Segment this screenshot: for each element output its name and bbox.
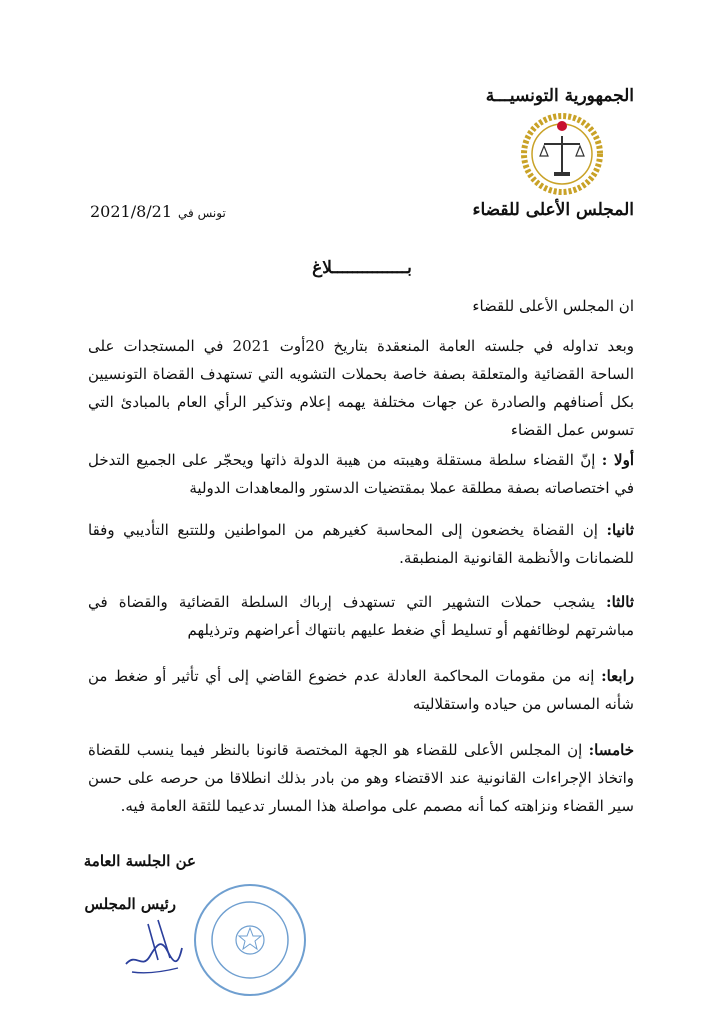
paragraph [88,516,634,572]
paragraph-lead: خامسا: [588,741,634,759]
paragraph [88,446,634,502]
paragraph-text: إنه من مقومات المحاكمة العادلة عدم خضوع القاضي إلى أي تأثير أو ضغط من شأنه المساس من حياده واستقلاليته [88,667,634,713]
paragraph-lead: رابعا: [601,667,634,685]
intro-line: ان المجلس الأعلى للقضاء [472,297,634,315]
paragraph-lead: ثالثا: [606,593,634,611]
paragraph-lead: ثانيا: [606,521,634,539]
council-heading: المجلس الأعلى للقضاء [472,200,634,220]
paragraph [88,736,634,820]
document-title: بـــــــــــــــلاغ [312,258,412,278]
date-value: 2021/8/21 [90,202,173,221]
paragraph-text: يشجب حملات التشهير التي تستهدف إرباك السلطة القضائية والقضاة في مباشرتهم لوظائفهم أو تسليط أي ضغط عليهم بانتهاك أعراضهم وترذيلهم [88,593,634,639]
paragraph-text: إن القضاة يخضعون إلى المحاسبة كغيرهم من المواطنين وللتتبع التأديبي وفقا للضمانات والأنظمة القانونية المنطبقة. [88,521,634,567]
handwritten-signature-icon [118,912,188,982]
paragraph [88,332,634,444]
paragraph [88,662,634,718]
republic-heading: الجمهورية التونسيـــة [485,86,634,106]
official-stamp-icon [190,880,310,1000]
paragraph-text: إنّ القضاء سلطة مستقلة وهيبته من هيبة الدولة ذاتها ويحجّر على الجميع التدخل في اختصاصاته بصفة مطلقة عملا بمقتضيات الدستور والمعاهدات الدولية [88,451,634,497]
paragraph [88,588,634,644]
paragraph-text: وبعد تداوله في جلسته العامة المنعقدة بتاريخ 20أوت 2021 في المستجدات على الساحة القضائية والمتعلقة بصفة خاصة بحملات التشويه التي تستهدف القضاة التونسيين بكل أصنافهم والصادرة عن جهات مختلفة يهمه إعلام وتذكير الرأي العام بالمبادئ التي تسوس عمل القضاء [88,337,634,439]
paragraph-lead: أولا : [601,451,634,469]
council-emblem-icon [520,112,604,196]
date-line [90,202,226,221]
signature-title: رئيس المجلس [84,895,176,913]
date-place: تونس في [178,206,226,220]
signature-on-behalf: عن الجلسة العامة [83,852,196,870]
paragraph-text: إن المجلس الأعلى للقضاء هو الجهة المختصة قانونا بالنظر فيما ينسب للقضاة واتخاذ الإجراءات القانونية عند الاقتضاء وهو من بادر بذلك انطلاقا من حرصه على حسن سير القضاء ونزاهته كما أنه مصمم على مواصلة هذا المسار تدعيما للثقة العامة فيه. [88,741,634,815]
